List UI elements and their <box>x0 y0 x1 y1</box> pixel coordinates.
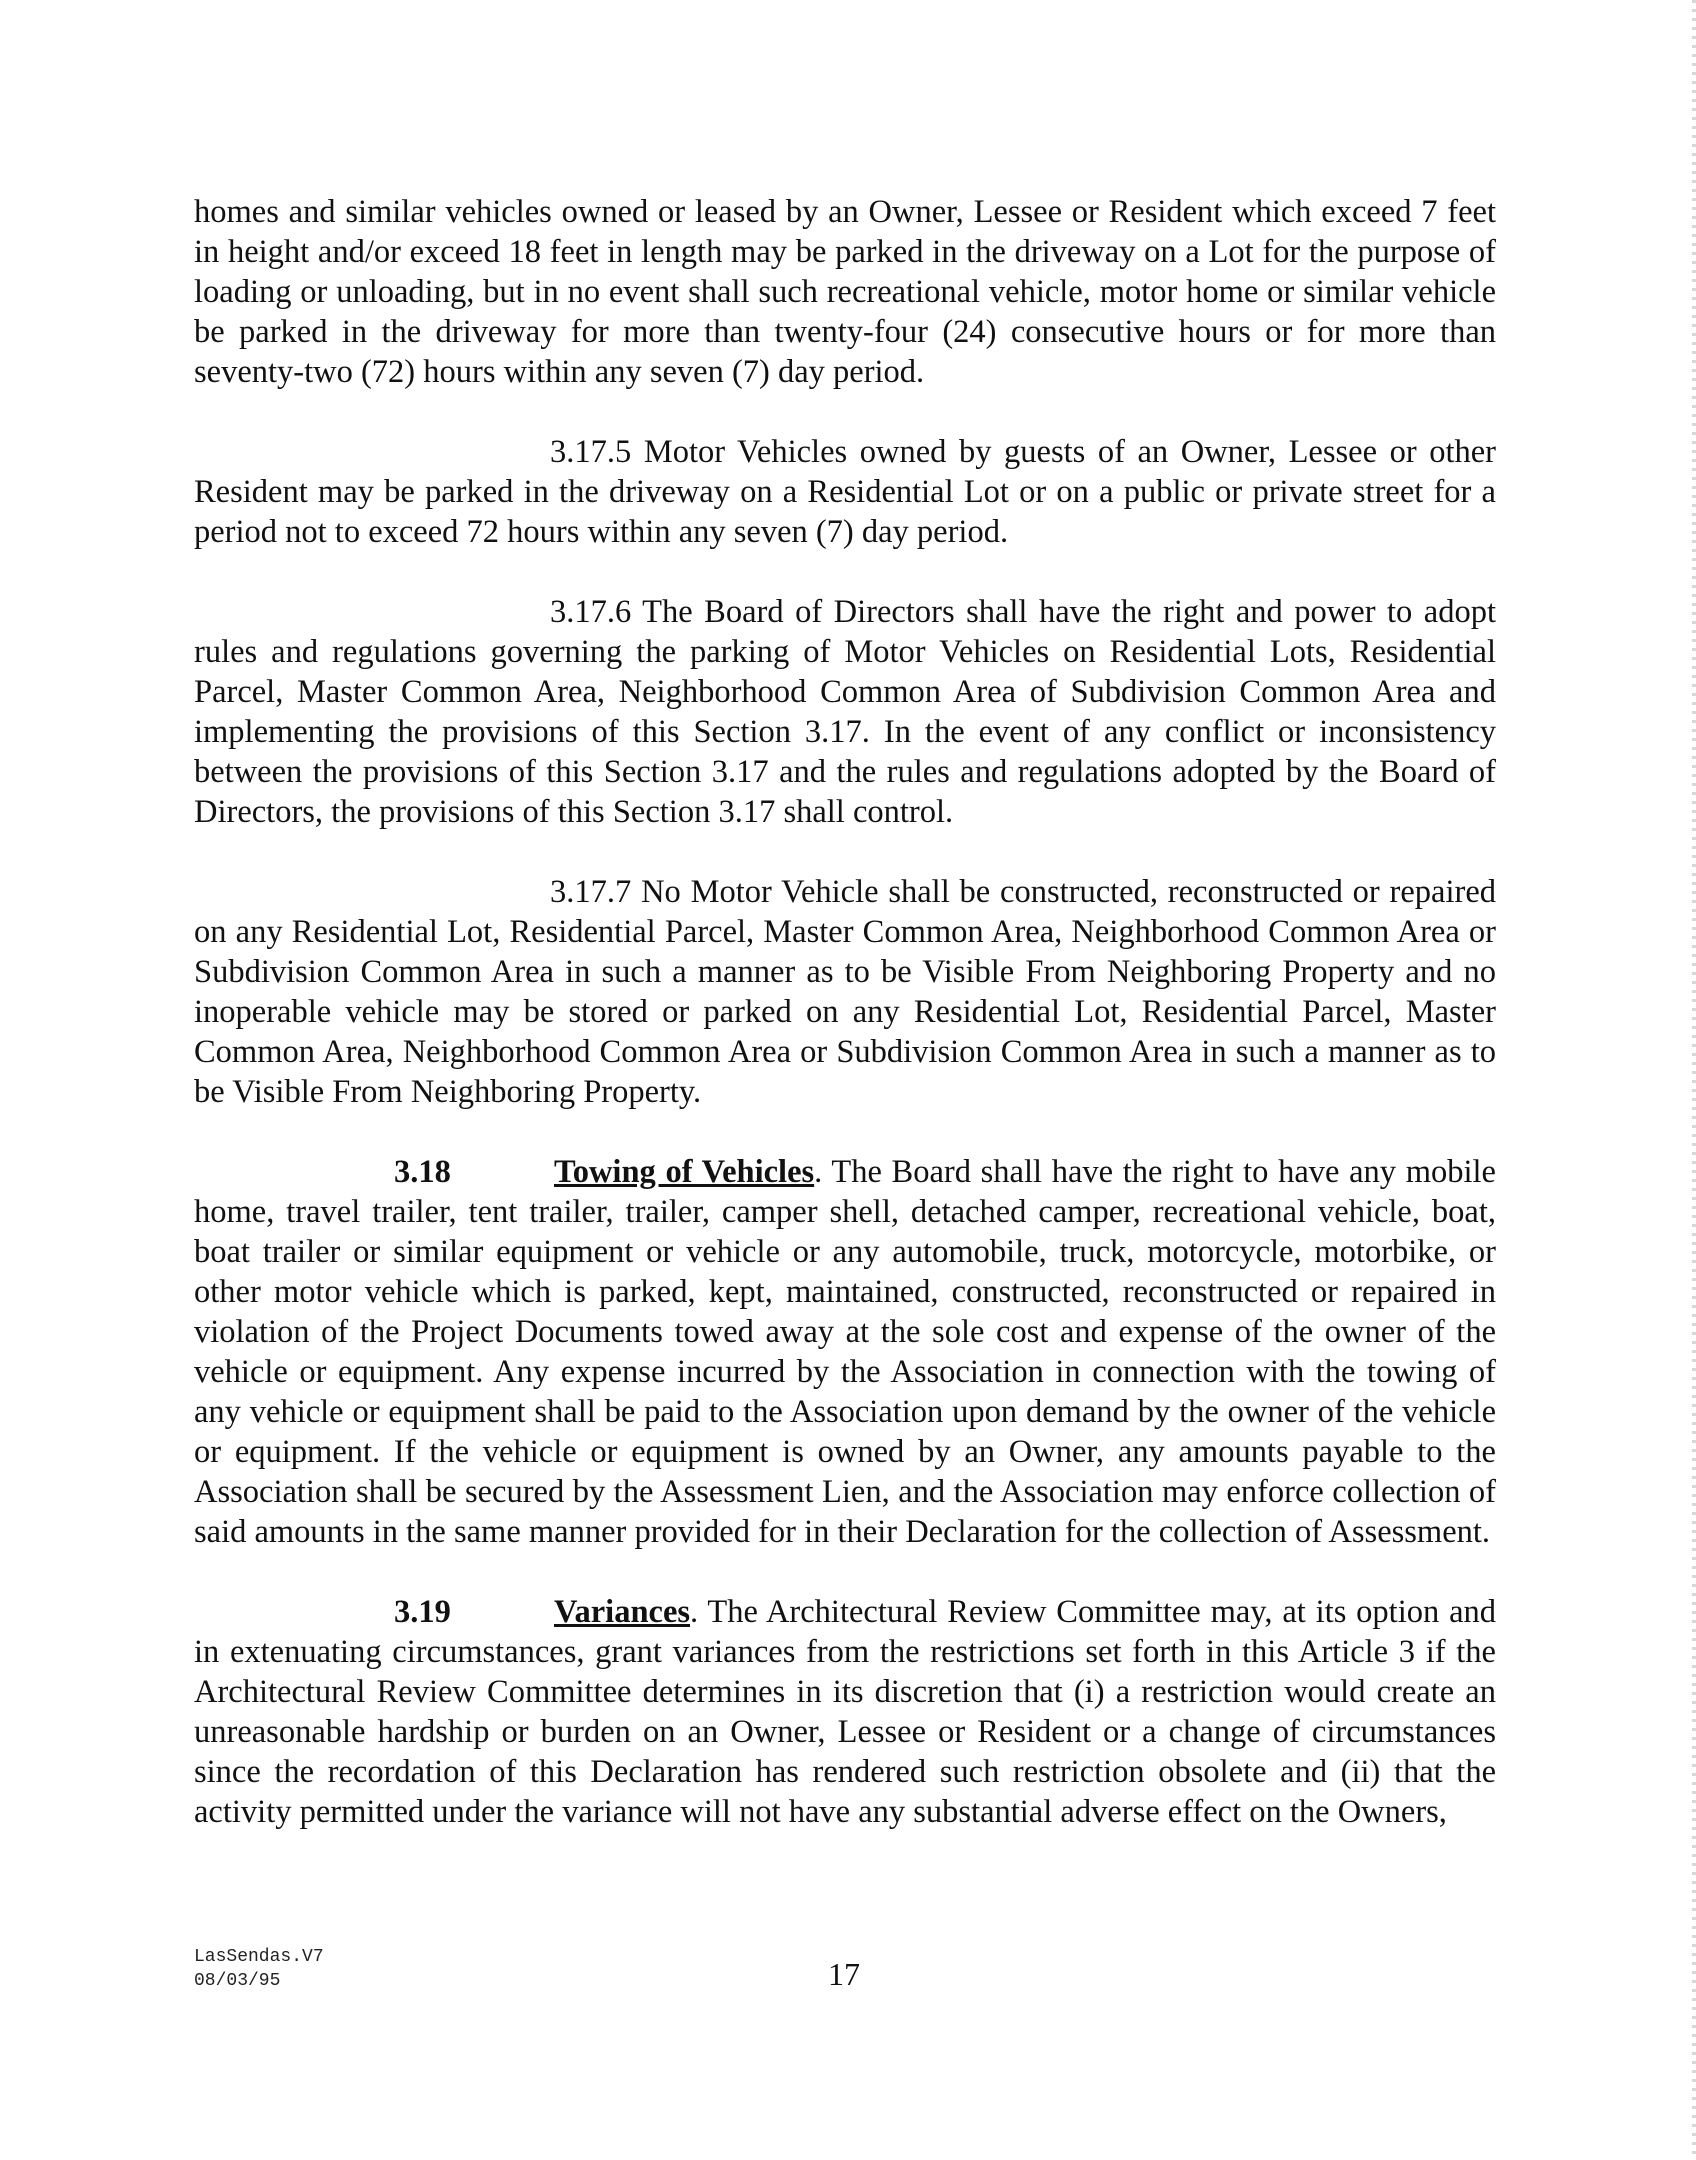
paragraph-continuation: homes and similar vehicles owned or leased by an Owner, Lessee or Resident which exceed 7 feet in height and/or exceed 18 feet in length may be parked in the driveway on a Lot for the purpose of loading or unloading, but in no event shall such recreational vehicle, motor home or similar vehicle be parked in the driveway for more than twenty-four (24) consecutive hours or for more than seventy-two (72) hours within any seven (7) day period. <box>194 194 1496 390</box>
section-number: 3.19 <box>394 1594 451 1630</box>
footer-date: 08/03/95 <box>194 1971 281 1991</box>
section-body: . The Board shall have the right to have any mobile home, travel trailer, tent trailer, trailer, camper shell, detached camper, recreational vehicle, boat, boat trailer or similar equipment or vehicle or any automobile, truck, motorcycle, motorbike, or other motor vehicle which is parked, kept, maintained, constructed, reconstructed or repaired in violation of the Project Documents towed away at the sole cost and expense of the owner of the vehicle or equipment. Any expense incurred by the Association in connection with the towing of any vehicle or equipment shall be paid to the Association upon demand by the owner of the vehicle or equipment. If the vehicle or equipment is owned by an Owner, any amounts payable to the Association shall be secured by the Assessment Lien, and the Association may enforce collection of said amounts in the same manner provided for in their Declaration for the collection of Assessment. <box>194 1154 1496 1550</box>
paragraph-3-17-6: 3.17.6 The Board of Directors shall have the right and power to adopt rules and regulations governing the parking of Motor Vehicles on Residential Lots, Residential Parcel, Master Common Area, Neighborhood Common Area of Subdivision Common Area and implementing the provisions of this Section 3.17. In the event of any conflict or inconsistency between the provisions of this Section 3.17 and the rules and regulations adopted by the Board of Directors, the provisions of this Section 3.17 shall control. <box>194 594 1496 830</box>
section-title: Towing of Vehicles <box>554 1154 815 1190</box>
document-body <box>194 192 1496 1872</box>
section-3-19 <box>194 1592 1496 1832</box>
page-number: 17 <box>828 1956 860 1992</box>
section-title: Variances <box>554 1594 691 1630</box>
footer-document-id <box>194 1945 324 1993</box>
scan-edge-marks <box>1692 0 1696 2160</box>
section-number: 3.18 <box>394 1154 451 1190</box>
section-3-18 <box>194 1152 1496 1552</box>
paragraph-3-17-5: 3.17.5 Motor Vehicles owned by guests of an Owner, Lessee or other Resident may be parked in the driveway on a Residential Lot or on a public or private street for a period not to exceed 72 hours within any seven (7) day period. <box>194 434 1496 550</box>
section-body: . The Architectural Review Committee may, at its option and in extenuating circumstances, grant variances from the restrictions set forth in this Article 3 if the Architectural Review Committee determines in its discretion that (i) a restriction would create an unreasonable hardship or burden on an Owner, Lessee or Resident or a change of circumstances since the recordation of this Declaration has rendered such restriction obsolete and (ii) that the activity permitted under the variance will not have any substantial adverse effect on the Owners, <box>194 1594 1496 1830</box>
footer-file-id: LasSendas.V7 <box>194 1947 324 1967</box>
paragraph-3-17-7: 3.17.7 No Motor Vehicle shall be constructed, reconstructed or repaired on any Residential Lot, Residential Parcel, Master Common Area, Neighborhood Common Area or Subdivision Common Area in such a manner as to be Visible From Neighboring Property and no inoperable vehicle may be stored or parked on any Residential Lot, Residential Parcel, Master Common Area, Neighborhood Common Area or Subdivision Common Area in such a manner as to be Visible From Neighboring Property. <box>194 874 1496 1110</box>
